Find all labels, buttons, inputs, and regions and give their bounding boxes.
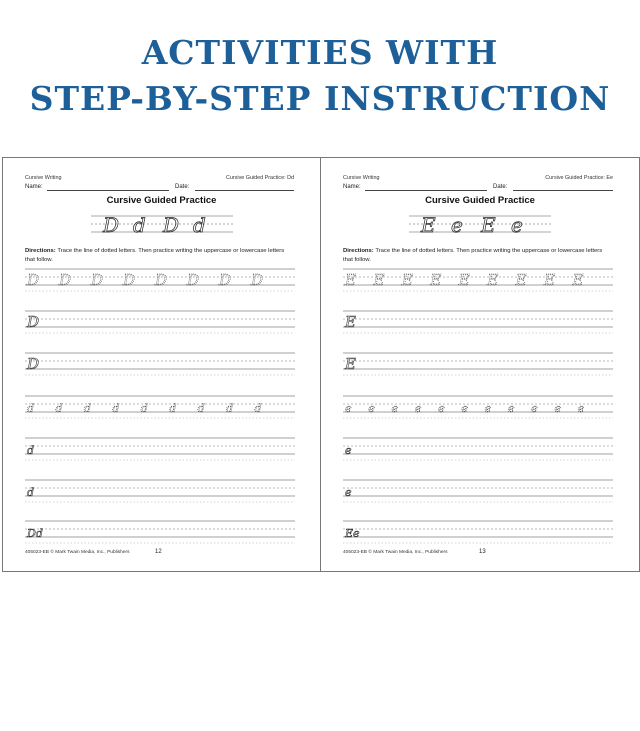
dotted-trace-letter: e bbox=[554, 402, 561, 415]
practice-row[interactable] bbox=[25, 435, 294, 463]
series-label: Cursive Writing bbox=[343, 175, 380, 181]
dotted-trace-letter: e bbox=[391, 402, 399, 415]
practice-row[interactable] bbox=[343, 393, 613, 421]
dotted-trace-letter: D bbox=[91, 271, 104, 289]
dotted-trace-letter: d bbox=[254, 402, 262, 415]
dotted-trace-letter: d bbox=[140, 402, 148, 415]
page-title: Cursive Guided Practice bbox=[106, 195, 217, 206]
dotted-trace-letter: e bbox=[507, 402, 515, 415]
model-letter: e bbox=[345, 444, 352, 457]
date-line[interactable] bbox=[513, 190, 613, 191]
name-label: Name: bbox=[25, 184, 43, 190]
directions bbox=[343, 247, 613, 264]
page-title: Cursive Guided Practice bbox=[425, 195, 535, 206]
model-letter: Ee bbox=[345, 527, 360, 540]
dotted-trace-letter: e bbox=[345, 402, 352, 415]
practice-row[interactable] bbox=[343, 435, 613, 463]
dotted-trace-letter: D bbox=[251, 271, 264, 289]
page-number: 13 bbox=[479, 549, 486, 555]
sample-letters bbox=[3, 208, 320, 240]
dotted-trace-letter: e bbox=[484, 402, 492, 415]
dotted-trace-letter: e bbox=[461, 402, 468, 415]
date-label: Date: bbox=[175, 184, 190, 190]
date-label: Date: bbox=[493, 184, 508, 190]
section-label: Cursive Guided Practice: Dd bbox=[225, 175, 294, 181]
name-label: Name: bbox=[343, 184, 361, 190]
dotted-trace-letter: e bbox=[438, 402, 445, 415]
practice-row[interactable] bbox=[25, 266, 294, 294]
copyright-footer: 405023-EB © Mark Twain Media, Inc., Publishers bbox=[25, 550, 130, 555]
dotted-trace-letter: e bbox=[414, 402, 422, 415]
directions-text: Trace the line of dotted letters. Then practice writing the uppercase or lowercase letters that follow. bbox=[25, 248, 285, 263]
directions bbox=[25, 247, 294, 264]
dotted-trace-letter: e bbox=[577, 402, 585, 415]
dotted-trace-letter: E bbox=[373, 271, 385, 289]
dotted-trace-letter: D bbox=[219, 271, 232, 289]
dotted-trace-letter: D bbox=[123, 271, 136, 289]
sample-letters bbox=[321, 208, 639, 240]
workbook-spread bbox=[2, 157, 640, 572]
name-line[interactable] bbox=[365, 190, 487, 191]
sample-guide bbox=[3, 208, 321, 240]
name-date-row bbox=[343, 184, 613, 193]
dotted-trace-letter: d bbox=[83, 402, 91, 415]
sample-letter: E bbox=[481, 213, 496, 237]
dotted-trace-letter: d bbox=[197, 402, 205, 415]
directions-text: Trace the line of dotted letters. Then practice writing the uppercase or lowercase letters that follow. bbox=[343, 248, 603, 263]
model-letter: E bbox=[345, 355, 356, 373]
model-letter: d bbox=[27, 444, 35, 457]
sample-letter: e bbox=[511, 213, 523, 237]
dotted-trace-letter: E bbox=[515, 271, 527, 289]
dotted-trace-letter: E bbox=[458, 271, 470, 289]
name-line[interactable] bbox=[47, 190, 169, 191]
dotted-trace-letter: E bbox=[401, 271, 413, 289]
date-line[interactable] bbox=[195, 190, 294, 191]
directions-label: Directions: bbox=[343, 248, 374, 254]
series-label: Cursive Writing bbox=[25, 175, 62, 181]
dotted-trace-letter: d bbox=[112, 402, 120, 415]
practice-row[interactable] bbox=[343, 518, 613, 546]
page-right bbox=[321, 158, 639, 571]
dotted-trace-letter: d bbox=[55, 402, 63, 415]
dotted-trace-letter: D bbox=[27, 271, 40, 289]
dotted-trace-letter: E bbox=[572, 271, 584, 289]
headline-line-2: STEP-BY-STEP INSTRUCTION bbox=[29, 79, 611, 118]
dotted-trace-letter: d bbox=[27, 402, 35, 415]
practice-row[interactable] bbox=[343, 477, 613, 505]
sample-letter: D bbox=[103, 213, 120, 237]
page-number: 12 bbox=[155, 549, 162, 555]
model-letter: D bbox=[27, 355, 40, 373]
dotted-trace-letter: E bbox=[544, 271, 556, 289]
dotted-trace-letter: d bbox=[169, 402, 177, 415]
dotted-trace-letter: E bbox=[487, 271, 499, 289]
practice-row[interactable] bbox=[25, 350, 294, 378]
dotted-trace-letter: e bbox=[368, 402, 375, 415]
sample-letter: E bbox=[421, 213, 436, 237]
model-letter: Dd bbox=[27, 527, 43, 540]
dotted-trace-letter: d bbox=[226, 402, 234, 415]
dotted-trace-letter: E bbox=[430, 271, 442, 289]
practice-row[interactable] bbox=[343, 266, 613, 294]
sample-guide bbox=[321, 208, 639, 240]
dotted-trace-letter: e bbox=[531, 402, 538, 415]
dotted-trace-letter: D bbox=[187, 271, 200, 289]
model-letter: E bbox=[345, 313, 356, 331]
copyright-footer: 405023-EB © Mark Twain Media, Inc., Publishers bbox=[343, 550, 448, 555]
section-label: Cursive Guided Practice: Ee bbox=[545, 175, 613, 181]
page-left bbox=[3, 158, 321, 571]
sample-letter: d bbox=[133, 213, 146, 237]
model-letter: e bbox=[345, 486, 352, 499]
practice-row[interactable] bbox=[343, 350, 613, 378]
sample-letter: e bbox=[451, 213, 463, 237]
practice-row[interactable] bbox=[25, 393, 294, 421]
practice-row[interactable] bbox=[25, 518, 294, 546]
headline bbox=[0, 30, 640, 122]
model-letter: D bbox=[27, 313, 40, 331]
name-date-row bbox=[25, 184, 294, 193]
model-letter: d bbox=[27, 486, 35, 499]
dotted-trace-letter: D bbox=[155, 271, 168, 289]
sample-letter: d bbox=[193, 213, 206, 237]
practice-row[interactable] bbox=[25, 477, 294, 505]
practice-row[interactable] bbox=[343, 308, 613, 336]
directions-label: Directions: bbox=[25, 248, 56, 254]
sample-letter: D bbox=[163, 213, 180, 237]
dotted-trace-letter: E bbox=[345, 271, 356, 289]
headline-line-1: ACTIVITIES WITH bbox=[141, 33, 499, 72]
practice-row[interactable] bbox=[25, 308, 294, 336]
dotted-trace-letter: D bbox=[59, 271, 72, 289]
